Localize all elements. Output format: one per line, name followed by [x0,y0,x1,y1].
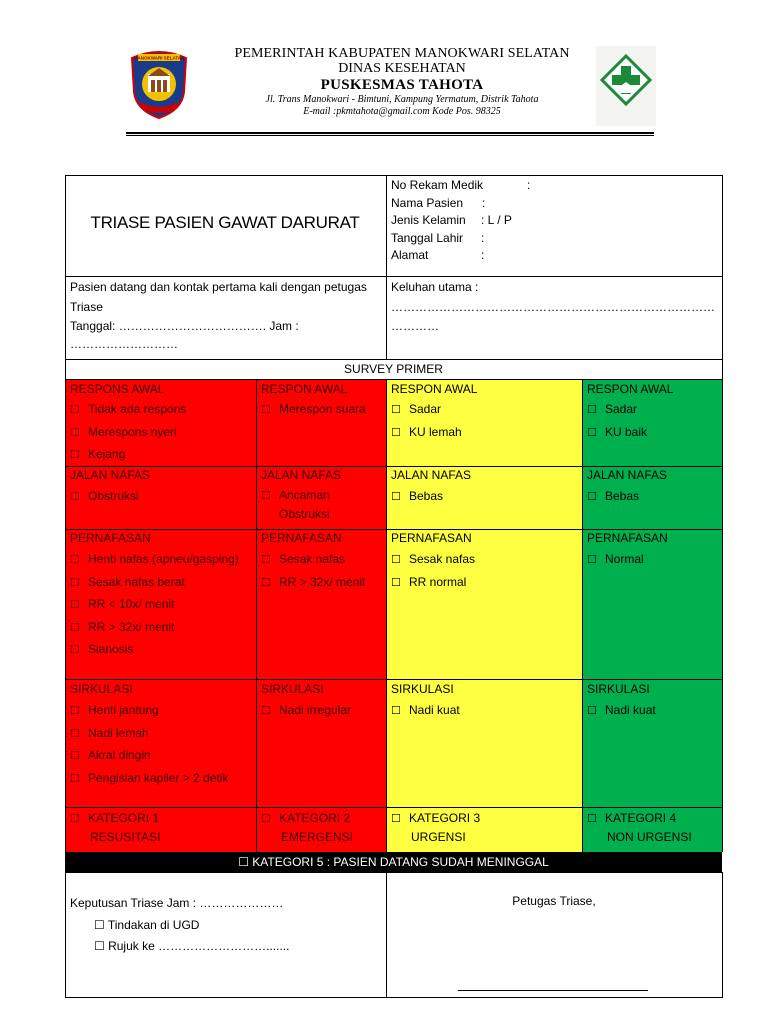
medical-record-label: No Rekam Medik [391,178,484,192]
checkbox-icon[interactable]: ☐ [391,705,401,717]
survey-primer-title: SURVEY PRIMER [344,362,443,376]
complaint-field-line2[interactable]: ………… [391,319,439,333]
column-2-background [256,380,386,852]
col3-jalan-option[interactable]: ☐ Bebas [391,486,443,509]
checkbox-icon[interactable]: ☐ [70,621,80,634]
checkbox-icon[interactable]: ☐ [70,426,80,439]
col2-jalan-list: ☐ Ancaman Obstruksi [261,488,330,521]
col1-sirk-head: SIRKULASI [70,682,133,696]
checkbox-icon[interactable]: ☐ [391,813,401,825]
col2-sirk-head: SIRKULASI [261,682,324,696]
col2-nafas-option[interactable]: ☐ RR > 32x/ menit [261,572,365,595]
category-1[interactable]: ☐ KATEGORI 1 RESUSITASI [70,811,161,844]
department-name: DINAS KESEHATAN [338,61,466,76]
col3-sirk-head: SIRKULASI [391,682,454,696]
checkbox-icon[interactable]: ☐ [70,554,80,566]
col1-nafas-head: PERNAFASAN [70,531,151,545]
checkbox-icon[interactable]: ☐ [587,705,597,717]
birth-date-label: Tanggal Lahir [391,230,464,245]
col1-sirk-option[interactable]: ☐ Akral dingin [70,745,228,768]
column-3-background [386,380,582,852]
col4-respon-option[interactable]: ☐ KU baik [587,422,647,445]
address-label: Alamat [391,248,429,262]
checkbox-icon[interactable]: ☐ [587,404,597,416]
checkbox-icon[interactable]: ☐ [587,554,597,566]
category-5-bar[interactable]: ☐ KATEGORI 5 : PASIEN DATANG SUDAH MENINGGAL [65,852,722,872]
checkbox-icon[interactable]: ☐ [391,426,401,439]
col2-nafas-head: PERNAFASAN [261,531,342,545]
col2-respon-list [261,399,366,422]
complaint-text [391,278,719,337]
col1-nafas-option[interactable]: ☐ Henti nafas (apneu/gasping) [70,549,239,572]
col3-jalan-head: JALAN NAFAS [391,468,472,482]
category-3[interactable]: ☐ KATEGORI 3 URGENSI [391,811,481,844]
col1-nafas-option[interactable]: ☐ Sesak nafas berat [70,572,239,595]
col1-sirk-option[interactable]: ☐ Nadi lemah [70,723,228,746]
col1-nafas-option[interactable]: ☐ RR < 10x/ menit [70,594,239,617]
checkbox-icon[interactable]: ☐ [70,813,80,825]
complaint-label: Keluhan utama : [391,280,479,294]
col3-sirk-option[interactable]: ☐ Nadi kuat [391,700,460,723]
col1-respon-option[interactable]: ☐ Tidak ada respons [70,399,186,422]
checkbox-icon[interactable]: ☐ [261,813,271,825]
col3-nafas-head: PERNAFASAN [391,531,472,545]
col2-jalan-option[interactable]: ☐ Ancaman [261,486,330,505]
col4-jalan-head: JALAN NAFAS [587,468,668,482]
puskesmas-cross-logo [596,46,656,126]
col4-sirk-option[interactable]: ☐ Nadi kuat [587,700,656,723]
checkbox-icon[interactable]: ☐ [391,576,401,589]
col3-respon-option[interactable]: ☐ Sadar [391,399,462,422]
col3-respon-option[interactable]: ☐ KU lemah [391,422,462,445]
col1-nafas-option[interactable]: ☐ Sianosis [70,639,239,662]
checkbox-icon[interactable]: ☐ [70,644,80,656]
arrival-time-continued[interactable]: ……………………… [70,336,178,351]
checkbox-icon[interactable]: ☐ [70,705,80,717]
col3-nafas-option[interactable]: ☐ RR normal [391,572,475,595]
checkbox-icon[interactable]: ☐ [391,491,401,503]
col1-respon-option[interactable]: ☐ Merespons nyeri [70,422,186,445]
checkbox-icon[interactable]: ☐ [391,554,401,566]
col1-nafas-option[interactable]: ☐ RR > 32x/ menit [70,617,239,640]
emblem-banner-text: MANOKWARI SELATAN [133,55,185,61]
checkbox-icon[interactable]: ☐ [587,491,597,503]
triage-officer-label: Petugas Triase, [512,894,596,908]
col2-sirk-list [261,700,351,723]
checkbox-icon[interactable]: ☐ [261,404,271,416]
col1-jalan-list [70,486,139,509]
column-4-background [582,380,722,852]
col1-respon-head: RESPONS AWAL [70,382,165,396]
col4-nafas-head: PERNAFASAN [587,531,668,545]
col1-respon-option[interactable]: ☐ Kejang [70,444,186,467]
arrival-line2: Triase [70,299,103,314]
letterhead-rule-thick [126,132,654,134]
gender-label: Jenis Kelamin [391,213,466,227]
arrival-text [70,278,384,352]
decision-time-field[interactable]: Keputusan Triase Jam : ………………… [70,896,284,910]
checkbox-icon[interactable]: ☐ [587,813,597,825]
category-2[interactable]: ☐ KATEGORI 2 EMERGENSI [261,811,354,844]
gender-field[interactable]: : L / P [481,213,512,227]
checkbox-icon[interactable]: ☐ [261,490,271,502]
col1-jalan-head: JALAN NAFAS [70,468,151,482]
col1-respon-list [70,399,186,467]
birth-date-field[interactable]: : [481,230,485,245]
patient-name-label: Nama Pasien [391,195,464,210]
col3-sirk-list [391,700,460,723]
col1-sirk-list [70,700,228,790]
col3-nafas-option[interactable]: ☐ Sesak nafas [391,549,475,572]
col2-sirk-option[interactable]: ☐ Nadi irregular [261,700,351,723]
checkbox-icon[interactable]: ☐ [261,554,271,566]
col1-sirk-option[interactable]: ☐ Henti jantung [70,700,228,723]
col1-jalan-option[interactable]: ☐ Obstruksi [70,486,139,509]
col4-respon-list [587,399,647,444]
checkbox-icon[interactable]: ☐ [391,404,401,416]
col2-nafas-option[interactable]: ☐ Sesak nafas [261,549,365,572]
col3-jalan-list [391,486,443,509]
col4-nafas-list [587,549,644,572]
col3-respon-head: RESPON AWAL [391,382,478,396]
col3-nafas-list [391,549,475,594]
checkbox-icon[interactable]: ☐ [587,426,597,439]
checkbox-icon[interactable]: ☐ [261,576,271,589]
col2-respon-option[interactable]: ☐ Merespon suara [261,399,366,422]
checkbox-icon[interactable]: ☐ [70,599,80,611]
regency-emblem-logo [126,48,192,120]
col2-nafas-list [261,549,365,594]
complaint-field-line1[interactable]: ……………………………………………………………………… [391,299,715,314]
clinic-address: Jl. Trans Manokwari - Bimtuni, Kampung Yermatum, Distrik Tahota [265,94,539,105]
checkbox-icon[interactable]: ☐ [70,491,80,503]
col4-respon-head: RESPON AWAL [587,382,674,396]
col4-sirk-head: SIRKULASI [587,682,650,696]
category-4[interactable]: ☐ KATEGORI 4 NON URGENSI [587,811,692,844]
col4-respon-option[interactable]: ☐ Sadar [587,399,647,422]
clinic-email: E-mail :pkmtahota@gmail.com Kode Pos. 98325 [303,106,501,117]
option-ugd[interactable]: ☐ Tindakan di UGD [94,917,200,932]
checkbox-icon[interactable]: ☐ [70,772,80,785]
officer-box [386,872,723,998]
col1-nafas-list [70,549,239,662]
col4-jalan-option[interactable]: ☐ Bebas [587,486,639,509]
col1-sirk-option[interactable]: ☐ Pengisian kapiler > 2 detik [70,768,228,791]
checkbox-icon[interactable]: ☐ [70,576,80,589]
letterhead [200,46,604,118]
letterhead-rule-thin [126,135,654,136]
checkbox-icon[interactable]: ☐ [70,750,80,762]
col3-respon-list [391,399,462,444]
option-referral[interactable]: ☐ Rujuk ke ………………………....... [94,939,290,953]
arrival-date-time-field[interactable]: Tanggal: ………………………………. Jam : [70,319,299,333]
col4-jalan-list [587,486,639,509]
medical-record-field[interactable]: : [527,178,531,192]
signature-line[interactable] [458,990,648,991]
col2-jalan-head: JALAN NAFAS [261,468,342,482]
checkbox-icon[interactable]: ☐ [70,404,80,416]
checkbox-icon[interactable]: ☐ [261,705,271,717]
col4-nafas-option[interactable]: ☐ Normal [587,549,644,572]
address-field[interactable]: : [481,248,485,262]
col2-respon-head: RESPON AWAL [261,382,348,396]
clinic-name: PUSKESMAS TAHOTA [320,77,484,93]
arrival-line1: Pasien datang dan kontak pertama kali dengan petugas [70,280,367,294]
patient-name-field[interactable]: : [482,195,486,210]
checkbox-icon[interactable]: ☐ [70,449,80,461]
triage-decision [70,893,289,958]
government-name: PEMERINTAH KABUPATEN MANOKWARI SELATAN [234,46,570,61]
form-title: TRIASE PASIEN GAWAT DARURAT [90,213,360,232]
col4-sirk-list [587,700,656,723]
checkbox-icon[interactable]: ☐ [70,727,80,740]
